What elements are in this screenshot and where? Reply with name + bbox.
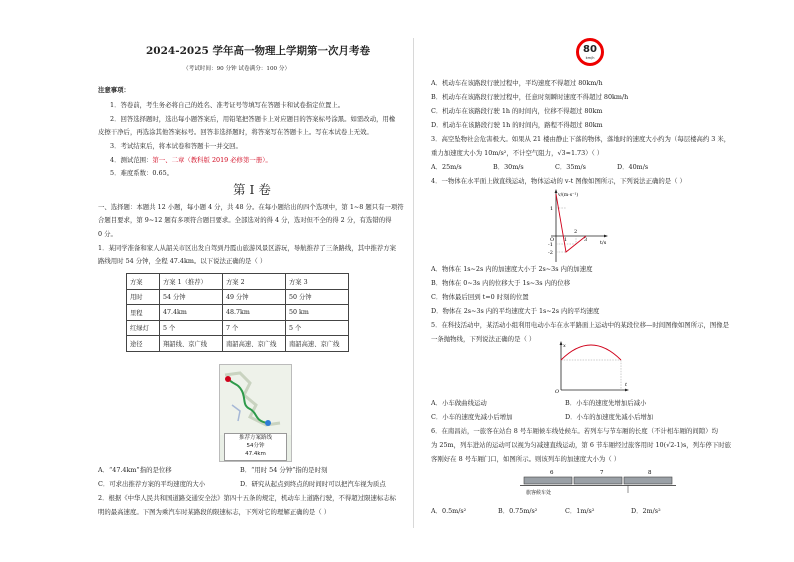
table-row [127, 289, 349, 305]
xt-y-arrow [560, 341, 563, 345]
note-2a: 2．回答选择题时，选出每小题答案后，用铅笔把答题卡上对应题目的答案标号涂黑。如需改动，用橡 [110, 115, 396, 123]
q1-option-c: C．可求出推荐方案的平均速度的大小 [98, 480, 206, 488]
vt-curve [556, 194, 586, 252]
table-cell: 50 km [286, 305, 349, 321]
table-cell: 54 分钟 [160, 289, 223, 305]
table-cell: 方案 3 [286, 274, 349, 290]
xt-graph [555, 340, 631, 394]
train-car-6 [524, 477, 572, 484]
q4-option-d: D．物体在 2s~3s 内的平均速度大于 1s~2s 内的平均速度 [431, 307, 600, 315]
table-cell: 方案 [127, 274, 160, 290]
car-label-7: 7 [600, 470, 604, 476]
vt-x-label: t/s [600, 240, 607, 246]
q6-stem-2: 为 25m，列车进站的运动可以视为匀减速直线运动，第 6 节车厢经过旅客用时 10(√2-1)s，列车停下时旅 [431, 441, 731, 449]
xt-x-label: t [625, 382, 628, 388]
xt-x-arrow [625, 389, 629, 392]
vt-graph [548, 188, 614, 264]
vt-tick-x3: 3 [584, 237, 588, 243]
train-car-8 [624, 477, 672, 484]
table-cell: 47.4km [160, 305, 223, 321]
note-2b: 皮擦干净后，再选涂其他答案标号。回答非选择题时，将答案写在答题卡上。写在本试卷上无效。 [98, 128, 373, 136]
vt-tick-y-1: -1 [548, 242, 553, 248]
table-cell: 里程 [127, 305, 160, 321]
q5-option-b: B．小车的速度先增加后减小 [565, 399, 647, 407]
table-row [127, 274, 349, 290]
q3-option-a: A．25m/s [431, 163, 462, 171]
q2-option-a: A．机动车在该路段行驶过程中，平均速度不得超过 80km/h [431, 79, 603, 87]
platform-label: 旅客候车处 [526, 490, 552, 496]
section-intro-1: 一、选择题：本题共 12 小题，每小题 4 分，共 48 分。在每小题给出的四个选项中，第 1~8 题只有一项符 [98, 203, 404, 211]
q5-option-d: D．小车的加速度先减小后增加 [565, 413, 654, 421]
q3-option-d: D．40m/s [617, 163, 649, 171]
section-title: 第 I 卷 [233, 182, 271, 197]
vt-tick-y1: 1 [550, 206, 554, 212]
route-map [219, 364, 292, 462]
exam-info: （考试时间：90 分钟 试卷满分：100 分） [183, 66, 291, 72]
note-4-prefix: 4．测试范围： [110, 156, 153, 164]
table-row [127, 305, 349, 321]
table-cell: 方案 1（推荐） [160, 274, 223, 290]
vt-tick-x1: 1 [564, 237, 568, 243]
vt-tick-y-2: -2 [548, 250, 553, 256]
q4-stem: 4．一物体在水平面上做直线运动，物体运动的 v-t 图像如图所示，下列说法正确的是（ ） [431, 177, 686, 185]
q5-option-c: C．小车的速度先减小后增加 [431, 413, 513, 421]
xt-y-label: x [563, 343, 566, 349]
train-car-7 [574, 477, 622, 484]
map-route-icon [220, 365, 291, 435]
note-3: 3．考试结束后，将本试卷和答题卡一并交回。 [110, 142, 242, 150]
table-row [127, 320, 349, 336]
q4-option-a: A．物体在 1s~2s 内的加速度大小于 2s~3s 内的加速度 [431, 265, 593, 273]
column-divider [413, 38, 414, 528]
q6-option-a: A．0.5m/s² [431, 507, 467, 515]
q2-option-c: C．机动车在该路段行驶 1h 的时间内，位移不得超过 80km [431, 107, 603, 115]
q2-stem-1: 2．根据《中华人民共和国道路交通安全法》第四十五条的规定，机动车上道路行驶，不得超过限速标志标 [98, 494, 397, 502]
table-cell: 5 个 [160, 320, 223, 336]
vt-origin: O [550, 237, 555, 243]
q1-option-d: D．研究从起点到终点的时间时可以把汽车视为质点 [240, 480, 386, 488]
q2-option-b: B．机动车在该路段行驶过程中，任意时刻瞬时速度不得超过 80km/h [431, 93, 629, 101]
q4-option-c: C．物体最后回到 t=0 时刻的位置 [431, 293, 529, 301]
q3-stem-1: 3．高空坠物社会危害极大。如果从 21 楼由静止下落的物体，落地时的速度大小约为（每层楼高约 3 米， [431, 135, 731, 143]
speed-limit-value: 80 [583, 44, 597, 55]
table-cell: 5 个 [286, 320, 349, 336]
speed-limit-unit: km/h [585, 56, 595, 60]
car-label-6: 6 [550, 470, 554, 476]
q2-stem-2: 明的最高速度。下图为乘汽车时某路段的限速标志，下列对它的理解正确的是（ ） [98, 508, 331, 516]
table-row [127, 336, 349, 352]
table-cell: 南韶高速、京广线 [286, 336, 349, 352]
q6-option-c: C．1m/s² [565, 507, 595, 515]
table-cell: 48.7km [223, 305, 286, 321]
table-cell: 南韶高速、京广线 [223, 336, 286, 352]
table-cell: 红绿灯 [127, 320, 160, 336]
note-4 [110, 155, 272, 166]
vt-tick-x2: 2 [574, 229, 578, 235]
xt-origin: O [555, 389, 560, 394]
note-1: 1．答卷前，考生务必将自己的姓名、准考证号等填写在答题卡和试卷指定位置上。 [110, 101, 345, 109]
table-cell: 用时 [127, 289, 160, 305]
speed-limit-sign [576, 38, 604, 66]
q3-stem-2: 重力加速度大小为 10m/s²，不计空气阻力，√3≈1.73）（ ） [431, 149, 604, 157]
vt-x-arrow [604, 235, 608, 238]
q1-option-b: B．“用时 54 分钟”指的是时刻 [240, 466, 328, 474]
map-label-distance: 47.4km [245, 451, 266, 457]
q5-stem-1: 5．在科技活动中，某活动小组利用电动小车在水平路面上运动中的某段位移—时间图像如图所示，图像是 [431, 321, 730, 329]
route-table [126, 273, 349, 352]
q6-stem-3: 客刚好在 8 号车厢门口，如图所示。则该列车的加速度大小为（ ） [431, 455, 621, 463]
q1-stem-2: 路线用时 54 分钟，全程 47.4km。以下说法正确的是（ ） [98, 257, 267, 265]
table-cell: 途径 [127, 336, 160, 352]
table-cell: 方案 2 [223, 274, 286, 290]
q5-option-a: A．小车做曲线运动 [431, 399, 487, 407]
q3-option-b: B．30m/s [493, 163, 524, 171]
q6-option-d: D．2m/s² [631, 507, 661, 515]
q2-option-d: D．机动车在该路段行驶 1h 的时间内，路程不得超过 80km [431, 121, 603, 129]
map-label-time: 54分钟 [246, 443, 265, 449]
car-label-8: 8 [648, 470, 652, 476]
q1-option-a: A．“47.4km”指的是位移 [98, 466, 172, 474]
section-intro-3: 0 分。 [98, 230, 117, 238]
table-cell: 49 分钟 [223, 289, 286, 305]
section-intro-2: 合题目要求，第 9~12 题有多项符合题目要求。全部选对的得 4 分，选对但不全的得 2 分，有选错的得 [98, 216, 392, 224]
q6-stem-1: 6．在南昌站，一旅客在站台 8 号车厢候车线处候车。若列车与节车厢的长度（不计相车厢的间隙）均 [431, 427, 718, 435]
vt-y-arrow [555, 189, 558, 193]
q4-option-b: B．物体在 0~3s 内的位移大于 1s~3s 内的位移 [431, 279, 571, 287]
q6-option-b: B．0.75m/s² [498, 507, 538, 515]
note-5: 5．难度系数：0.65。 [110, 169, 174, 177]
xt-parabola [561, 345, 621, 360]
table-cell: 7 个 [223, 320, 286, 336]
q5-stem-2: 一条抛物线，下列说法正确的是（ ） [431, 335, 536, 343]
q1-stem-1: 1．某同学准备和家人从韶关市区出发自驾到丹霞山旅游风景区游玩，导航推荐了三条路线，其中推荐方案 [98, 244, 397, 252]
map-label-box [224, 433, 287, 461]
notes-heading: 注意事项： [98, 86, 130, 94]
q3-option-c: C．35m/s [555, 163, 586, 171]
table-cell: 50 分钟 [286, 289, 349, 305]
map-label-title: 推荐方案路线 [238, 435, 272, 441]
train-diagram [518, 467, 678, 503]
vt-y-label: v/(m·s⁻¹) [558, 193, 579, 198]
table-cell: 翔韶线、京广线 [160, 336, 223, 352]
page-title: 2024-2025 学年高一物理上学期第一次月考卷 [146, 45, 370, 57]
test-range: 第一、二章（教科版 2019 必修第一册）。 [152, 156, 272, 164]
